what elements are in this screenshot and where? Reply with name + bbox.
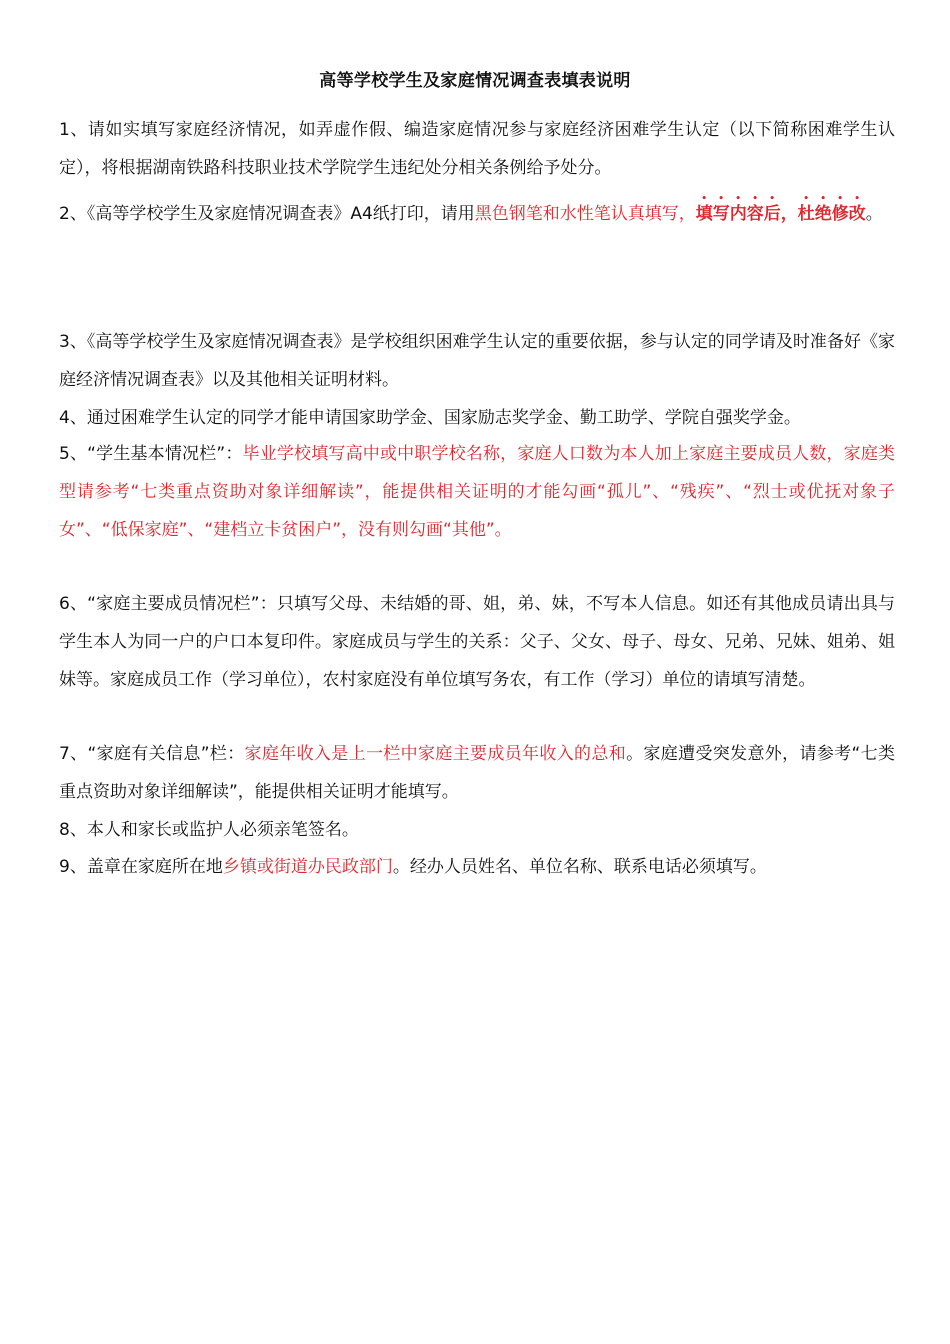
instruction-item-2 [59, 176, 895, 252]
item-3-text: 3、《高等学校学生及家庭情况调查表》是学校组织困难学生认定的重要依据，参与认定的同学请及时准备好《家庭经济情况调查表》以及其他相关证明材料。 [59, 332, 895, 390]
item-6-text: 6、“家庭主要成员情况栏”：只填写父母、未结婚的哥、姐，弟、妹，不写本人信息。如还有其他成员请出具与学生本人为同一户的户口本复印件。家庭成员与学生的关系：父子、父女、母子、母女、兄弟、兄妹、姐弟、姐妹等。家庭成员工作（学习单位），农村家庭没有单位填写务农，有工作（学习）单位的请填写清楚。 [59, 594, 895, 690]
instruction-item-6 [59, 585, 895, 699]
instruction-item-9 [59, 848, 895, 886]
item-5-red-text: 毕业学校填写高中或中职学校名称，家庭人口数为本人加上家庭主要成员人数，家庭类型请参考“七类重点资助对象详细解读”，能提供相关证明的才能勾画“孤儿”、“残疾”、“烈士或优抚对象子女”、“低保家庭”、“建档立卡贫困户”，没有则勾画“其他”。 [59, 444, 895, 540]
item-8-text: 8、本人和家长或监护人必须亲笔签名。 [59, 820, 359, 840]
item-2-emphasis-text: 填写内容后，杜绝修改 [695, 204, 866, 224]
item-2-red-text: 黑色钢笔和水性笔认真填写， [474, 204, 696, 224]
item-2-text: 2、《高等学校学生及家庭情况调查表》A4纸打印，请用 [59, 204, 475, 224]
item-5-text: 5、“学生基本情况栏”： [59, 444, 243, 464]
instruction-item-3 [59, 323, 895, 399]
instruction-item-8 [59, 811, 895, 849]
item-9-end-text: 。经办人员姓名、单位名称、联系电话必须填写。 [392, 857, 767, 877]
instruction-item-4 [59, 399, 895, 437]
item-1-text: 1、请如实填写家庭经济情况，如弄虚作假、编造家庭情况参与家庭经济困难学生认定（以下简称困难学生认定），将根据湖南铁路科技职业技术学院学生违纪处分相关条例给予处分。 [59, 120, 895, 178]
item-4-text: 4、通过困难学生认定的同学才能申请国家助学金、国家励志奖学金、勤工助学、学院自强奖学金。 [59, 408, 801, 428]
item-7-text: 7、“家庭有关信息”栏： [59, 744, 245, 764]
page-title: 高等学校学生及家庭情况调查表填表说明 [319, 71, 631, 91]
item-7-end-text: 。家庭遭受突发意外，请参考“七类重点资助对象详细解读”，能提供相关证明才能填写。 [59, 744, 896, 802]
instruction-item-5 [59, 435, 895, 549]
item-9-text: 9、盖章在家庭所在地 [59, 857, 223, 877]
item-9-red-text: 乡镇或街道办民政部门 [222, 857, 393, 877]
instruction-item-7 [59, 735, 895, 811]
item-7-red-text: 家庭年收入是上一栏中家庭主要成员年收入的总和 [244, 744, 627, 764]
item-2-end-text: 。 [865, 204, 883, 224]
